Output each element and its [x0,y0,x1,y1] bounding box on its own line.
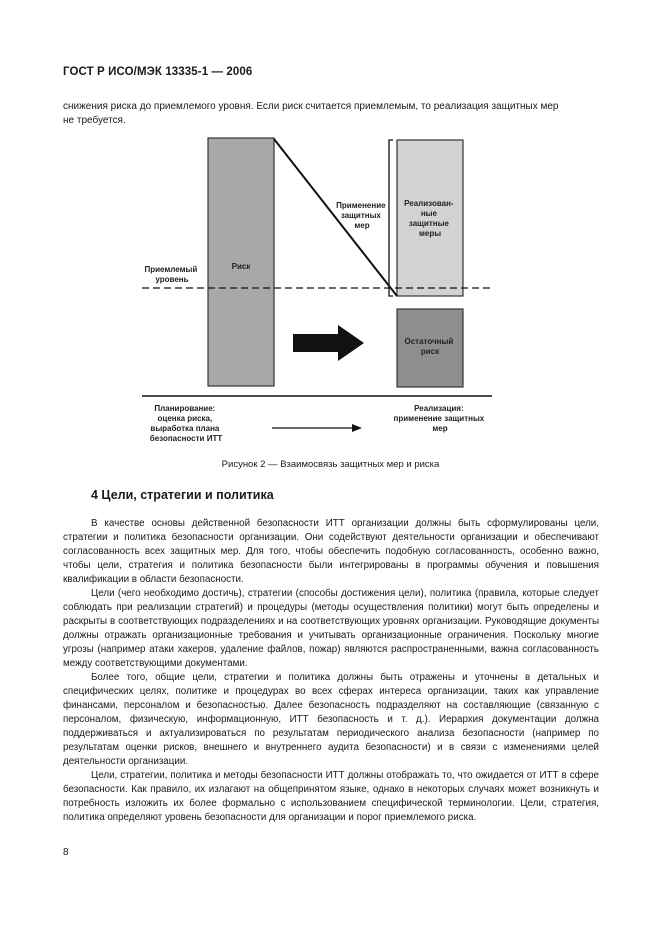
acceptable-level-label-line1: Приемлемый [144,265,198,274]
page-number: 8 [63,847,69,858]
implemented-measures-label-line2: ные [420,209,437,218]
implementation-label-line3: мер [432,424,448,433]
implemented-measures-label-line1: Реализован- [404,199,454,208]
planning-label-line1: Планирование: [154,404,216,413]
risk-label: Риск [231,262,251,271]
planning-label-line2: оценка риска, [157,414,213,423]
big-arrow [293,325,364,361]
planning-label-line3: выработка плана [150,424,220,433]
body-paragraph: Цели, стратегии, политика и методы безопасности ИТТ должны отображать то, что ожидается от ИТТ в сфере безопасности. Как правило, их излагают на общепринятом языке, однако в некоторых случаях может возникнуть и потребность изложить их более формально с использованием специфической терминологии. Цели, стратегия, политика определяют уровень безопасности для организации и порог приемлемого риска. [63,770,599,823]
apply-measures-label [336,201,388,230]
implemented-measures-label-line3: защитные [408,219,449,228]
body-paragraph: Цели (чего необходимо достичь), стратегии (способы достижения цели), политика (правила, которые следует соблюдать при реализации стратегий) и процедуры (методы осуществления политики) могут быть определены и раскрыты в соответствующих подразделениях и на соответствующих уровнях организации. Руководящие документы должны отражать организационные требования и учитывать организационные ограничения. Поскольку многие угрозы (например атаки хакеров, удаление файлов, пожар) являются распространенными, важна согласованность между соответствующими документами. [63,588,599,669]
apply-measures-label-line1: Применение [336,201,386,210]
acceptable-level-label-line2: уровень [155,275,189,284]
implemented-measures-box [397,140,463,296]
section-body [63,517,599,825]
residual-risk-label-line1: Остаточный [404,337,454,346]
implementation-label-line2: применение защитных [393,414,485,423]
implemented-measures-label-line4: меры [418,229,442,238]
apply-measures-label-line2: защитных [340,211,381,220]
document-header: ГОСТ Р ИСО/МЭК 13335-1 — 2006 [63,66,253,78]
planning-label-line4: безопасности ИТТ [149,434,223,443]
acceptable-level-label [144,265,199,284]
intro-line: снижения риска до приемлемого уровня. Если риск считается приемлемым, то реализация защитных мер [63,101,559,112]
small-arrow-head [352,424,362,432]
residual-risk-label-line2: риск [420,347,440,356]
figure-caption: Рисунок 2 — Взаимосвязь защитных мер и риска [221,459,440,470]
intro-line: не требуется. [63,115,126,126]
measures-bracket [389,140,393,296]
implementation-label [394,404,487,433]
body-paragraph: Более того, общие цели, стратегии и политика должны быть отражены и уточнены в детальных и специфических целях, политике и процедурах во всех сферах интереса организации, таких как управление финансами, персоналом и безопасностью. Далее безопасность подразделяют на составляющие (связанную с персоналом, физическую, информационную, ИТТ безопасность и т. д.). Иерархия документации должна поддерживаться и актуализироваться по результатам периодического анализа безопасности (например по результатам оценки рисков, внешнего и внутреннего аудита безопасности) и в связи с изменениями целей деятельности организации. [63,672,599,767]
section-title: 4 Цели, стратегии и политика [91,488,274,502]
body-paragraph: В качестве основы действенной безопасности ИТТ организации должны быть сформулированы цели, стратегии и политика безопасности организации. Они содействуют деятельности организации и обеспечивают согласованность всех защитных мер. Для того, чтобы обеспечить подобную согласованность, особенно важно, чтобы цели, стратегия и политика безопасности были интегрированы в программы обучения и повышения квалификации в области безопасности. [63,518,599,585]
apply-measures-label-line3: мер [354,221,370,230]
implementation-label-line1: Реализация: [414,404,464,413]
planning-label [150,404,223,443]
